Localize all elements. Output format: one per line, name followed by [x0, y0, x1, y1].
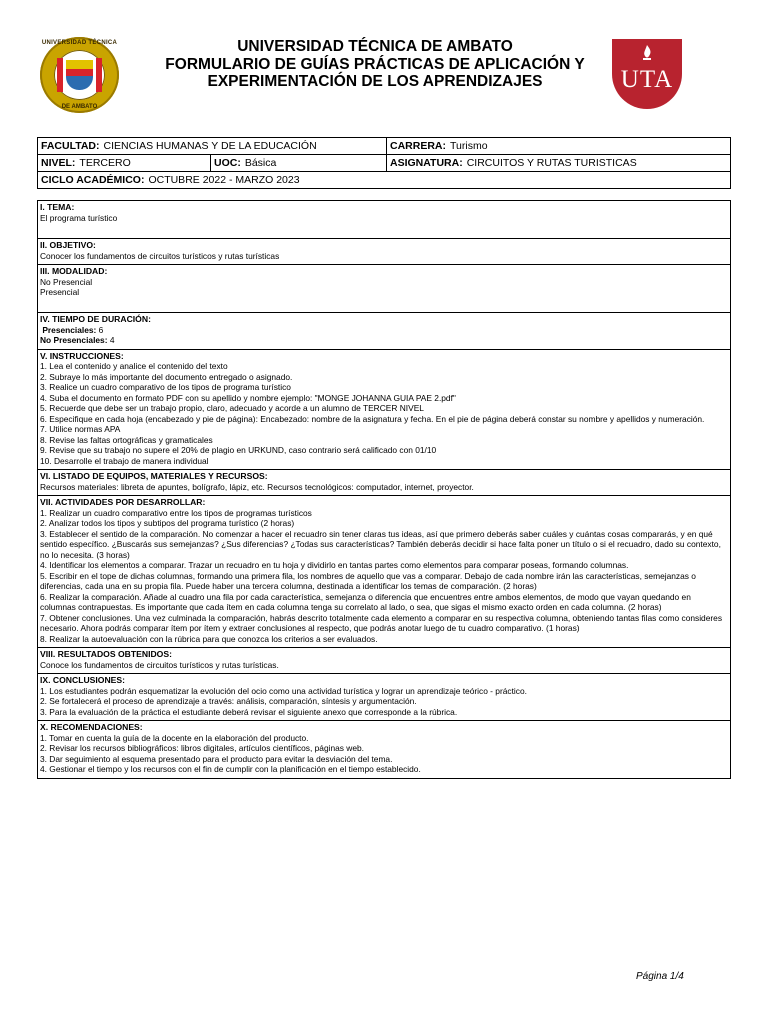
section-line: No Presencial	[40, 276, 93, 287]
presenciales-value: 6	[98, 324, 104, 335]
section-title: V. INSTRUCCIONES:	[40, 350, 124, 361]
presenciales-label: Presenciales:	[42, 324, 97, 335]
section-actividades	[38, 495, 730, 647]
list-item: 1. Realizar un cuadro comparativo entre los tipos de programas turísticos	[40, 507, 312, 518]
list-item: 3. Dar seguimiento al esquema presentado para el producto para evitar la desviación del tema.	[40, 753, 393, 764]
list-item: 8. Realizar la autoevaluación con la rúbrica para que conozca los criterios a ser evaluados.	[40, 633, 378, 644]
list-item: 7. Utilice normas APA	[40, 424, 121, 434]
guide-sections	[37, 200, 731, 779]
coat-of-arms-icon	[66, 60, 93, 90]
section-instrucciones	[38, 349, 730, 470]
list-item: 1. Los estudiantes podrán esquematizar la evolución del ocio como una actividad turística y lograr un aprendizaje teórico - práctico.	[40, 685, 527, 696]
no-presenciales-label: No Presenciales:	[40, 335, 108, 345]
section-line: Presencial	[40, 287, 80, 297]
section-duracion	[38, 312, 730, 349]
page-number: Página 1/4	[636, 971, 684, 982]
info-row	[38, 171, 730, 188]
facultad-cell	[38, 138, 386, 154]
flag-icon	[96, 58, 102, 92]
list-item: 4. Suba el documento en formato PDF con su apellido y nombre ejemplo: "MONGE JOHANNA GUIA PAE 2.pdf"	[40, 392, 456, 403]
section-title: IV. TIEMPO DE DURACIÓN:	[40, 314, 151, 324]
list-item: 5. Escribir en el tope de dichas columnas, formando una primera fila, los nombres de aquello que vas a comparar. Debajo de cada nombre irán las características, semejanzas o diferencias, cada una en su propia fila. Puede haber una tercera columna, destinada a identificar los temas de comparación. (2 horas)	[40, 570, 696, 591]
ciclo-cell	[38, 172, 730, 188]
list-item: 1. Tomar en cuenta la guía de la docente en la elaboración del producto.	[40, 732, 309, 743]
list-item: 3. Para la evaluación de la práctica el estudiante deberá revisar el siguiente anexo que corresponde a la rúbrica.	[40, 706, 458, 717]
no-presenciales-line	[40, 335, 728, 346]
title-line-3: EXPERIMENTACIÓN DE LOS APRENDIZAJES	[207, 73, 543, 90]
seal-text-bottom: DE AMBATO	[61, 104, 98, 110]
course-info-table	[37, 137, 731, 189]
list-item: 10. Desarrolle el trabajo de manera individual	[40, 455, 209, 466]
uta-logo	[612, 39, 682, 109]
list-item: 6. Especifique en cada hoja (encabezado y pie de página): Encabezado: nombre de la asignatura y fecha. En el pie de página deberá constar su nombre y apellidos y numeración.	[40, 413, 705, 424]
list-item: 4. Identificar los elementos a comparar. Trazar un recuadro en tu hoja y dividirlo en tantas partes como elementos para comparar poseas, formando columnas.	[40, 560, 629, 570]
flag-icon	[57, 58, 63, 92]
no-presenciales-value: 4	[109, 335, 115, 345]
list-item: 3. Realice un cuadro comparativo de los tipos de programa turístico	[40, 382, 291, 392]
title-line-1: UNIVERSIDAD TÉCNICA DE AMBATO	[237, 38, 513, 55]
ciclo-value: OCTUBRE 2022 - MARZO 2023	[148, 174, 300, 186]
section-line: Conocer los fundamentos de circuitos turísticos y rutas turísticas	[40, 250, 280, 261]
section-equipos	[38, 469, 730, 495]
info-row	[38, 138, 730, 154]
document-header	[0, 0, 768, 120]
section-conclusiones	[38, 673, 730, 720]
list-item: 4. Gestionar el tiempo y los recursos con el fin de cumplir con la planificación en el tiempo establecido.	[40, 764, 421, 774]
list-item: 7. Obtener conclusiones. Una vez culminada la comparación, habrás descrito totalmente cada elemento a comparar en su respectiva columna, obteniendo tantas filas como consideres necesario. Ahora podrás comparar ítem por ítem y extraer conclusiones al respecto, que podrás anotar luego de tu cuadro comparativo. (1 horas)	[40, 612, 723, 633]
section-tema	[38, 201, 730, 238]
list-item: 3. Establecer el sentido de la comparación. No comenzar a hacer el recuadro sin tener claras tus ideas, así que primero deberás saber cuáles y cuántas cosas compararás, y en qué sentido específico. ¿Buscarás sus semejanzas? ¿Sus diferencias? ¿Todas sus características? También deberás decidir si hace falta poner un título o si el recuadro, dado su contexto, no lo necesita. (3 horas)	[40, 528, 721, 560]
seal-emblem-area	[54, 50, 105, 100]
nivel-label: NIVEL:	[41, 157, 76, 169]
section-modalidad	[38, 264, 730, 312]
university-seal-logo	[40, 37, 119, 113]
list-item: 2. Revisar los recursos bibliográficos: libros digitales, artículos científicos, páginas web.	[40, 743, 364, 753]
list-item: 2. Subraye lo más importante del documento entregado o asignado.	[40, 371, 293, 382]
asignatura-value: CIRCUITOS Y RUTAS TURISTICAS	[466, 157, 637, 169]
section-title: VIII. RESULTADOS OBTENIDOS:	[40, 649, 172, 659]
carrera-value: Turismo	[450, 140, 488, 152]
info-row	[38, 154, 730, 171]
title-line-2: FORMULARIO DE GUÍAS PRÁCTICAS DE APLICACIÓN Y	[165, 55, 585, 73]
carrera-label: CARRERA:	[390, 140, 446, 152]
list-item: 2. Analizar todos los tipos y subtipos del programa turístico (2 horas)	[40, 518, 295, 528]
uoc-cell	[210, 155, 386, 171]
facultad-value: CIENCIAS HUMANAS Y DE LA EDUCACIÓN	[103, 140, 317, 152]
section-title: II. OBJETIVO:	[40, 240, 96, 250]
flame-icon	[641, 45, 653, 61]
section-title: IX. CONCLUSIONES:	[40, 675, 125, 685]
nivel-cell	[38, 155, 210, 171]
section-recomendaciones	[38, 720, 730, 778]
nivel-value: TERCERO	[79, 157, 131, 169]
section-title: VII. ACTIVIDADES POR DESARROLLAR:	[40, 497, 206, 507]
list-item: 6. Realizar la comparación. Añade al cuadro una fila por cada característica, semejanza o diferencia que encuentres entre ambos elementos, de modo que vayan quedando en columnas contrapuestas. Es importante que cada ítem en cada columna tenga su correlato al lado, o sea, que sigas el mismo exacto orden en cada columna. (2 horas)	[40, 591, 691, 612]
section-resultados	[38, 647, 730, 673]
section-objetivo	[38, 238, 730, 264]
list-item: 5. Recuerde que debe ser un trabajo propio, claro, adecuado y acorde a un alumno de TERCER NIVEL	[40, 403, 424, 413]
uta-logo-text: UTA	[620, 66, 674, 93]
ciclo-label: CICLO ACADÉMICO:	[41, 174, 145, 186]
list-item: 9. Revise que su trabajo no supere el 20% de plagio en URKUND, caso contrario será calificado con 01/10	[40, 445, 437, 455]
section-title: III. MODALIDAD:	[40, 266, 108, 276]
section-title: VI. LISTADO DE EQUIPOS, MATERIALES Y RECURSOS:	[40, 471, 268, 481]
section-line: El programa turístico	[40, 212, 118, 223]
presenciales-line	[40, 325, 728, 336]
asignatura-label: ASIGNATURA:	[390, 157, 463, 169]
list-item: 2. Se fortalecerá el proceso de aprendizaje a través: análisis, comparación, síntesis y argumentación.	[40, 696, 417, 706]
section-line: Conoce los fundamentos de circuitos turísticos y rutas turísticas.	[40, 659, 279, 670]
list-item: 8. Revise las faltas ortográficas y gramaticales	[40, 434, 213, 445]
asignatura-cell	[386, 155, 730, 171]
carrera-cell	[386, 138, 730, 154]
section-title: I. TEMA:	[40, 202, 75, 212]
section-line: Recursos materiales: libreta de apuntes, bolígrafo, lápiz, etc. Recursos tecnológicos: computador, internet, proyector.	[40, 481, 474, 492]
seal-text-top: UNIVERSIDAD TÉCNICA	[41, 40, 118, 46]
uoc-label: UOC:	[214, 157, 241, 169]
facultad-label: FACULTAD:	[41, 140, 100, 152]
section-title: X. RECOMENDACIONES:	[40, 722, 143, 732]
uoc-value: Básica	[244, 157, 277, 169]
list-item: 1. Lea el contenido y analice el contenido del texto	[40, 361, 228, 371]
document-title	[140, 38, 610, 91]
